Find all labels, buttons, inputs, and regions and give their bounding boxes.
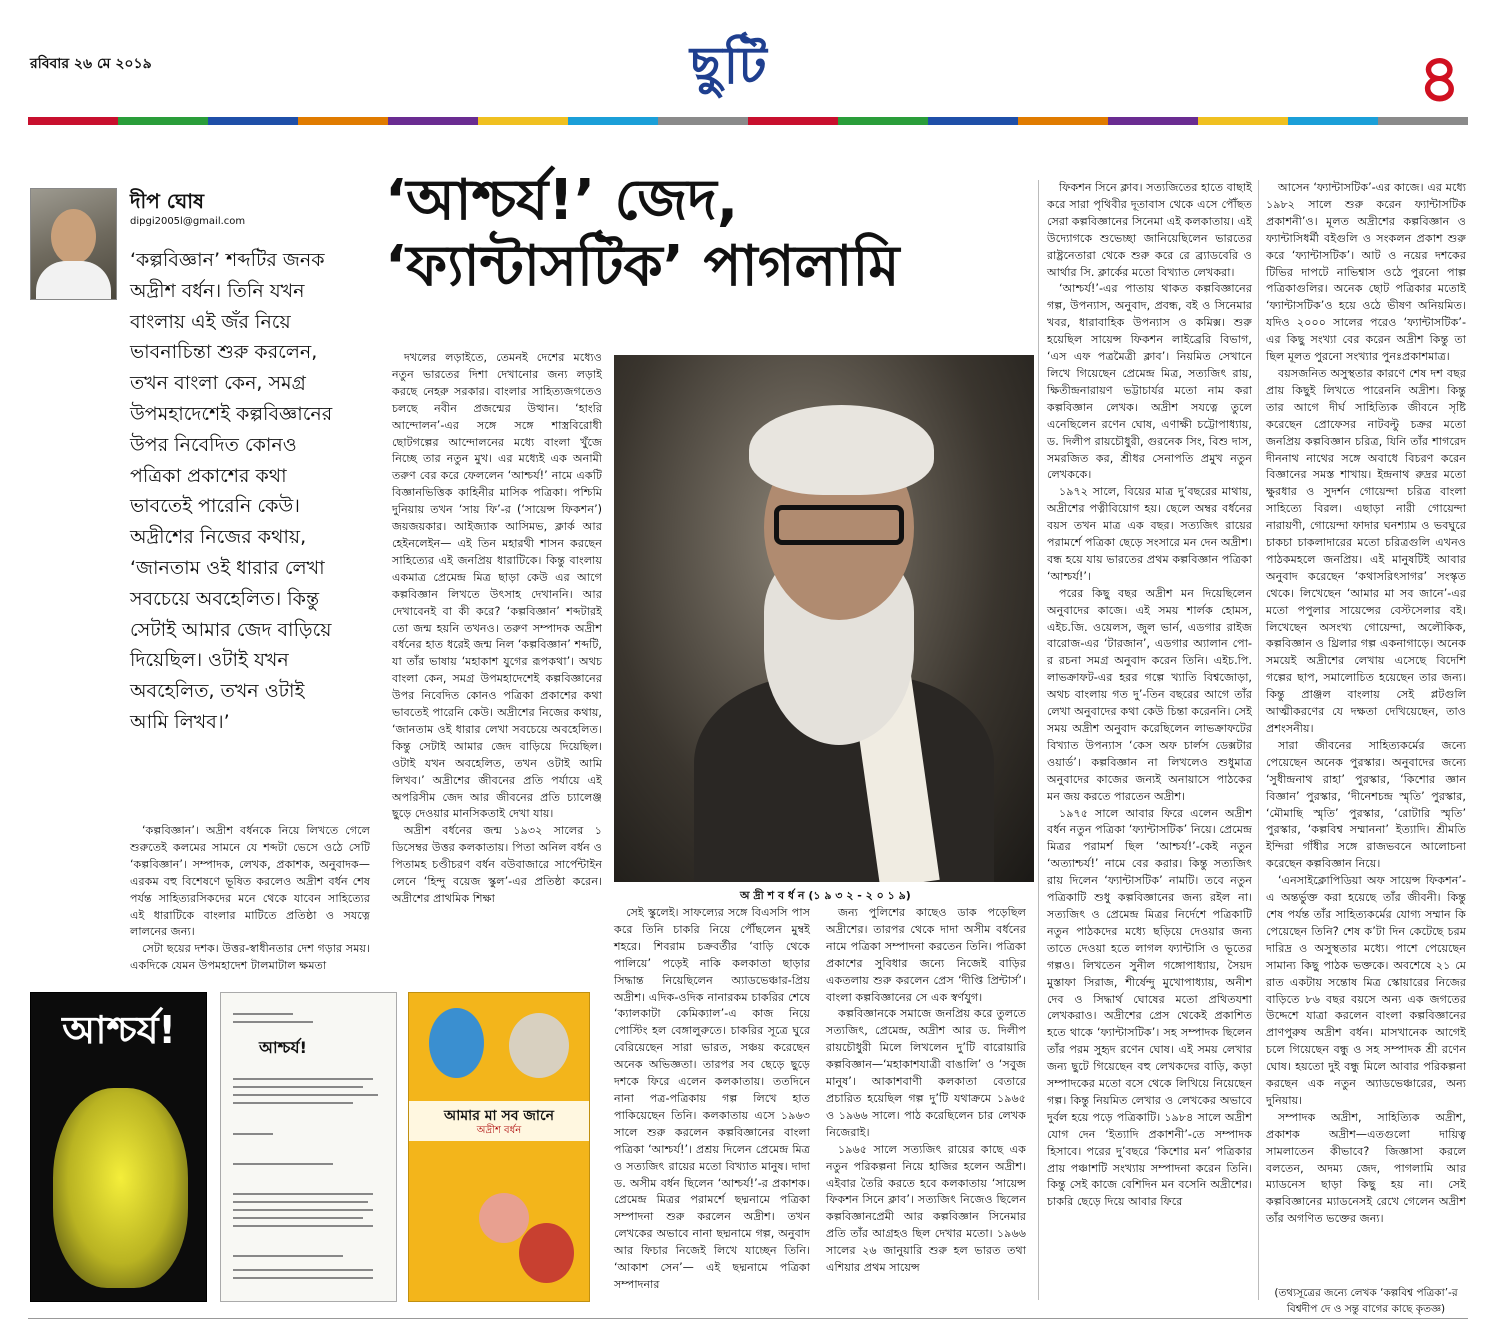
text-line-shape	[233, 1078, 373, 1080]
body-paragraph: আসেন ‘ফ্যান্টাসটিক’-এর কাজে। এর মধ্যে ১৯৮২ সালে শুরু করেন ফ্যান্টাসটিক প্রকাশনী’ও। মূলত অদ্রীশের কল্পবিজ্ঞান ও ফ্যান্টাসিধর্মী বইগুলি ও সংকলন প্রকাশ শুরু করে ‘ফ্যান্টাসটিক’। আট ও নয়ের দশকের টিভির দাপটে নাভিশ্বাস ওঠে পুরনো পাল্প পত্রিকাগুলির। অনেক ছোট পত্রিকার মতোই ‘ফ্যান্টাসটিক’ও হয়ে ওঠে ভীষণ অনিয়মিত। যদিও ২০০০ সালের পরেও ‘ফ্যান্টাসটিক’-এর কিছু সংখ্যা বের করেন অদ্রীশ কিন্তু তা ছিল মূলত পুরনো সংখ্যার পুনঃপ্রকাশমাত্র।	[1266, 181, 1466, 364]
headline-line-2: ‘ফ্যান্টাসটিক’ পাগলামি	[385, 234, 900, 299]
text-line-shape	[233, 1086, 363, 1088]
body-paragraph: অদ্রীশ বর্ধনের জন্ম ১৯৩২ সালের ১ ডিসেম্বর উত্তর কলকাতায়। পিতা অনিল বর্ধন ও পিতামহ চণ্ডীচরণ বর্ধন বউবাজারে সার্পেন্টাইন লেনে ‘হিন্দু বয়েজ স্কুল’-এর প্রতিষ্ঠা করেন। অদ্রীশের প্রাথমিক শিক্ষা	[392, 824, 602, 905]
cover-figure-shape	[429, 1008, 484, 1078]
color-bar-segment	[478, 117, 568, 125]
text-line-shape	[233, 1225, 373, 1227]
body-paragraph: পরের কিছু বছর অদ্রীশ মন দিয়েছিলেন অনুবাদের কাজে। এই সময় শার্লক হোমস, এইচ.জি. ওয়েলস, জুল ভার্ন, এডগার রাইজ বারোজ-এর ‘টারজান’, এডগার অ্যালান পো-র রচনা সমগ্র অনুবাদ করেন তিনি। এইচ.পি. লাভক্রাফট-এর হরর গল্পে খ্যাতি বিশ্বজোড়া, অথচ বাংলায় গত দু’-তিন বছরের আগে তাঁর লেখা অনুবাদের কথা কেউ চিন্তা করেননি। সেই সময় অদ্রীশ অনুবাদ করেছিলেন লাভক্রাফটের বিখ্যাত উপন্যাস ‘কেস অফ চার্লস ডেক্সটার ওয়ার্ড’। কল্পবিজ্ঞান না লিখলেও শুধুমাত্র অনুবাদের কাজের জন্যই অনায়াসে পাঠকের মন জয় করতে পারতেন অদ্রীশ।	[1047, 586, 1252, 803]
cover-title: আশ্চর্য!	[62, 1008, 176, 1052]
cover-author: অদ্রীশ বর্ধন	[476, 1125, 522, 1136]
magazine-contents-page	[220, 992, 397, 1302]
text-line-shape	[233, 1193, 373, 1195]
body-paragraph: ১৯৬৫ সালে সত্যজিৎ রায়ের কাছে এক নতুন পরিকল্পনা নিয়ে হাজির হলেন অদ্রীশ। এইবার তৈরি করতে হবে কলকাতায় ‘সায়েন্স ফিকশন সিনে ক্লাব’। সত্যজিৎ নিজেও ছিলেন কল্পবিজ্ঞানপ্রেমী আর কল্পবিজ্ঞান সিনেমার প্রতি তাঁর আগ্রহও ছিল দেখার মতো। ১৯৬৬ সালের ২৬ জানুয়ারি শুরু হল ভারত তথা এশিয়ার প্রথম সায়েন্স	[826, 1142, 1026, 1275]
text-line-shape	[233, 1201, 368, 1203]
author-email: dipgi2005l@gmail.com	[130, 216, 246, 227]
text-line-shape	[233, 1277, 373, 1279]
intro-paragraph: সেটা ছয়ের দশক। উত্তর-স্বাধীনতার দেশ গড়ার সময়। একদিকে যেমন উপমহাদেশ টালমাটাল ক্ষমতা	[130, 942, 370, 973]
body-paragraph: বয়সজনিত অসুস্থতার কারণে শেষ দশ বছর প্রায় কিছুই লিখতে পারেননি অদ্রীশ। কিন্তু তার আগে দীর্ঘ সাহিত্যিক জীবনে সৃষ্টি করেছেন প্রোফেসর নাটবল্টু চক্রর মতো জনপ্রিয় কল্পবিজ্ঞান চরিত্র, যিনি তাঁর শাগরেদ দীননাথ নাথের সঙ্গে অবাধে বিচরণ করেন বিজ্ঞানের সমস্ত শাখায়। ইন্দ্রনাথ রুদ্রর মতো ক্ষুরধার ও সুদর্শন গোয়েন্দা চরিত্র বাংলা সাহিত্যে বিরল। এছাড়া নারী গোয়েন্দা নারায়ণী, গোয়েন্দা ফাদার ঘনশ্যাম ও ভবঘুরে চাকচা চাকলাদারের মতো চরিত্রগুলি এখনও পাঠকমহলে জনপ্রিয়। এই মানুষটিই আবার অনুবাদ করেছেন ‘কথাসরিৎসাগর’ সংস্কৃত থেকে। লিখেছেন ‘আমার মা সব জানে’-এর মতো পপুলার সায়েন্সের বেস্টসেলার বই। লিখেছেন অসংখ্য গোয়েন্দা, অলৌকিক, কল্পবিজ্ঞান ও থ্রিলার গল্প একনাগাড়ে। অনেক সময়েই অদ্রীশের লেখায় এসেছে বিদেশি গল্পের ছাপ, সমালোচিত হয়েছেন তার জন্য। কিন্তু প্রাঞ্জল বাংলায় সেই প্লটগুলি আত্মীকরণের যে দক্ষতা দেখিয়েছেন, তাও প্রশংসনীয়।	[1266, 366, 1466, 735]
pull-quote	[130, 245, 345, 738]
text-line-shape	[233, 1163, 333, 1165]
body-column-3b	[826, 905, 1026, 1277]
intro-column	[130, 823, 370, 975]
body-paragraph: ১৯৭৫ সালে আবার ফিরে এলেন অদ্রীশ বর্ধন নতুন পত্রিকা ‘ফ্যান্টাসটিক’ নিয়ে। প্রেমেন্দ্র মিত্রর পরামর্শ ছিল ‘আশ্চর্য!’-কেই নতুন ‘অত্যাশ্চর্য!’ নামে বের করার। কিন্তু সত্যজিৎ রায় দিলেন ‘ফ্যান্টাসটিক’ নামটি। তবে নতুন পত্রিকাটি শুধু কল্পবিজ্ঞানের জন্য রইল না। সত্যজিৎ ও প্রেমেন্দ্র মিত্রর নির্দেশে পত্রিকাটি নতুন পাঠকদের মধ্যে ছড়িয়ে দেওয়ার জন্য তাতে দেওয়া হতে লাগল ফ্যান্টাসি ও ভূতের গল্পও। লিখতেন সুনীল গঙ্গোপাধ্যায়, সৈয়দ মুস্তাফা সিরাজ, শীর্ষেন্দু মুখোপাধ্যায়, অনীশ দেব ও সিদ্ধার্থ ঘোষের মতো প্রথিতযশা লেখকরাও। অদ্রীশের প্রেস থেকেই প্রকাশিত হতে থাকে ‘ফ্যান্টাসটিক’। সহ সম্পাদক ছিলেন তাঁর পরম সুহৃদ রণেন ঘোষ। এই সময় লেখার জন্য ছুটে গিয়েছেন বহু লেখকদের বাড়ি, কড়া সম্পাদকের মতো বসে থেকে লিখিয়ে নিয়েছেন গল্প। কিন্তু নিয়মিত লেখার ও লেখকের অভাবে দুর্বল হয়ে পড়ে পত্রিকাটি। ১৯৮৪ সালে অদ্রীশ যোগ দেন ‘ইত্যাদি প্রকাশনী’-তে সম্পাদক হিসাবে। পরের দু’বছরে ‘কিশোর মন’ পত্রিকার প্রায় পঞ্চাশটি সংখ্যায় সম্পাদনা করেন তিনি। কিন্তু সেই কাজে বেশিদিন মন বসেনি অদ্রীশের। চাকরি ছেড়ে দিয়ে আবার ফিরে	[1047, 806, 1252, 1209]
color-bar-segment	[838, 117, 928, 125]
body-column-2	[392, 350, 602, 908]
text-line-shape	[233, 1255, 343, 1257]
portrait-photo	[614, 355, 1034, 882]
author-shirt-shape	[36, 261, 111, 300]
color-bar-segment	[1198, 117, 1288, 125]
photo-caption: অ দ্রী শ ব র্ধ ন (১ ৯ ৩ ২ - ২ ০ ১ ৯)	[740, 889, 911, 902]
photo-hair-shape	[749, 405, 934, 495]
color-bar-segment	[568, 117, 658, 125]
text-line-shape	[233, 1102, 353, 1104]
color-bar-segment	[748, 117, 838, 125]
source-credit: (তথ্যসূত্রের জন্যে লেখক ‘কল্পবিশ্ব পত্রিকা’-র বিশ্বদীপ দে ও সন্তু বাগের কাছে কৃতজ্ঞ)	[1274, 1287, 1458, 1315]
issue-date: রবিবার ২৬ মে ২০১৯	[30, 56, 152, 72]
headline-line-1: ‘আশ্চর্য!’ জেদ,	[385, 168, 739, 233]
column-rule	[1258, 180, 1259, 1300]
color-bar-segment	[28, 117, 118, 125]
column-rule	[1038, 180, 1039, 1300]
page-number: ৪	[1418, 40, 1461, 117]
bottom-rule	[28, 1318, 1468, 1319]
text-line-shape	[233, 1217, 363, 1219]
body-paragraph: দখলের লড়াইতে, তেমনই দেশের মধ্যেও নতুন ভারতের দিশা দেখানোর জন্য লড়াই করছে নেহরু সরকার। বাংলার সাহিত্যজগতেও চলছে নবীন প্রজন্মের উত্থান। ‘হাংরি আন্দোলন’-এর সঙ্গে সঙ্গে শাস্ত্রবিরোধী ছোটগল্পের আন্দোলনের মধ্যে বাংলা খুঁজে নিচ্ছে তার নতুন মুখ। এর মধ্যেই এক অনামী তরুণ বের করে ফেললেন ‘আশ্চর্য!’ নামে একটি বিজ্ঞানভিত্তিক কাহিনীর মাসিক পত্রিকা। পশ্চিমি দুনিয়ায় তখন ‘সায় ফি’-র (‘সায়েন্স ফিকশন’) জয়জয়কার। আইজ্যাক আসিমভ, ক্লার্ক আর হেইনলেইন— এই তিন মহারথী শাসন করছেন সাহিত্যের এই জনপ্রিয় ধারাটিকে। কিন্তু বাংলায় একমাত্র প্রেমেন্দ্র মিত্র ছাড়া কেউ এর আগে কল্পবিজ্ঞান লিখতে উৎসাহ দেখাননি। আর দেখাবেনই বা কী করে? ‘কল্পবিজ্ঞান’ শব্দটারই তো জন্ম হয়নি তখনও। তরুণ সম্পাদক অদ্রীশ বর্ধনের হাত ধরেই জন্ম নিল ‘কল্পবিজ্ঞান’ শব্দটি, যা তাঁর ভাষায় ‘মহাকাশ যুগের রূপকথা’। অথচ বাংলা কেন, সমগ্র উপমহাদেশেই কল্পবিজ্ঞানের উপর নিবেদিত কোনও পত্রিকা প্রকাশের কথা ভাবতেই পারেনি কেউ। অদ্রীশের নিজের কথায়, ‘জানতাম ওই ধারার লেখা সবচেয়ে অবহেলিত। কিন্তু সেটাই আমার জেদ বাড়িয়ে দিয়েছিল। ওটাই যখন অবহেলিত, তখন ওটাই আমি লিখব।’ অদ্রীশের জীবনের প্রতি পর্যায়ে এই অপরিসীম জেদ আর জীবনের প্রতি চ্যালেঞ্জ ছুড়ে দেওয়ার মানসিকতাই দেখা যায়।	[392, 351, 602, 821]
text-line-shape	[233, 1021, 313, 1023]
author-name: দীপ ঘোষ	[130, 189, 205, 213]
author-face-shape	[51, 209, 96, 264]
headline	[385, 168, 985, 300]
text-line-shape	[233, 1269, 373, 1271]
body-paragraph: ১৯৭২ সালে, বিয়ের মাত্র দু’বছরের মাথায়, অদ্রীশের পত্নীবিয়োগ হয়। ছেলে অম্বর বর্ধনের বয়স তখন মাত্র এক বছর। সত্যজিৎ রায়ের পরামর্শে পত্রিকা ছেড়ে সংসারে মন দেন অদ্রীশ। বন্ধ হয়ে যায় ভারতের প্রথম কল্পবিজ্ঞান পত্রিকা ‘আশ্চর্য!’।	[1047, 485, 1252, 583]
cover-monster-face-shape	[53, 1088, 188, 1288]
color-bar-segment	[208, 117, 298, 125]
body-paragraph: কল্পবিজ্ঞানকে সমাজে জনপ্রিয় করে তুলতে সত্যজিৎ, প্রেমেন্দ্র, অদ্রীশ আর ড. দিলীপ রায়চৌধুরী মিলে লিখলেন দু’টি বারোয়ারি কল্পবিজ্ঞান—‘মহাকাশযাত্রী বাঙালি’ ও ‘সবুজ মানুষ’। আকাশবাণী কলকাতা বেতারে প্রচারিত হয়েছিল গল্প দু’টি যথাক্রমে ১৯৬৫ ও ১৯৬৬ সালে। পাঠ করেছিলেন চার লেখক নিজেরাই।	[826, 1007, 1026, 1139]
color-bar-segment	[298, 117, 388, 125]
color-bar-segment	[1108, 117, 1198, 125]
body-paragraph: সেই স্কুলেই। সাফল্যের সঙ্গে বিএসসি পাস করে তিনি চাকরি নিয়ে পৌঁছলেন মুম্বই শহরে। শিবরাম চক্রবর্তীর ‘বাড়ি থেকে পালিয়ে’ পড়েই নাকি কলকাতা ছাড়ার সিদ্ধান্ত নিয়েছিলেন অ্যাডভেঞ্চার-প্রিয় অদ্রীশ। এদিক-ওদিক নানারকম চাকরির শেষে ‘ক্যালকাটা কেমিক্যাল’-এ কাজ নিয়ে পোস্টিং হল বেঙ্গালুরুতে। চাকরির সূত্রে ঘুরে বেরিয়েছেন সারা ভারত, সঞ্চয় করেছেন অনেক অভিজ্ঞতা। তারপর সব ছেড়ে ছুড়ে দশকে ফিরে এলেন কলকাতায়। ততদিনে নানা পত্র-পত্রিকায় গল্প লিখে হাত পাকিয়েছেন তিনি। কলকাতায় এসে ১৯৬৩ সালে শুরু করলেন কল্পবিজ্ঞানের বাংলা পত্রিকা ‘আশ্চর্য!’। প্রশ্রয় দিলেন প্রেমেন্দ্র মিত্র ও সত্যজিৎ রায়ের মতো বিখ্যাত মানুষ। দাদা ড. অসীম বর্ধন ছিলেন ‘আশ্চর্য!’-র প্রকাশক। প্রেমেন্দ্র মিত্রর পরামর্শে ছদ্মনামে পত্রিকা সম্পাদনা শুরু করলেন অদ্রীশ। তখন লেখকের অভাবে নানা ছদ্মনামে গল্প, অনুবাদ আর ফিচার নিজেই লিখে যাচ্ছেন তিনি। ‘আকাশ সেন’— এই ছদ্মনামে পত্রিকা সম্পাদনার	[614, 906, 810, 1291]
text-line-shape	[233, 1209, 373, 1211]
body-column-5	[1266, 180, 1466, 1228]
body-paragraph: জন্য পুলিশের কাছেও ডাক পড়েছিল অদ্রীশের। তারপর থেকে দাদা অসীম বর্ধনের নামে পত্রিকা সম্পাদনা করতেন তিনি। পত্রিকা প্রকাশের সুবিধার জন্যে নিজেই বাড়ির একতলায় শুরু করলেন প্রেস ‘দীপ্তি প্রিন্টার্স’। বাংলা কল্পবিজ্ঞানের সে এক স্বর্ণযুগ।	[826, 906, 1026, 1004]
color-bar-segment	[1378, 117, 1468, 125]
book-cover-amar-ma-sob-jane	[408, 992, 590, 1302]
intro-paragraph: ‘কল্পবিজ্ঞান’। অদ্রীশ বর্ধনকে নিয়ে লিখতে গেলে শুরুতেই কলমের সামনে যে শব্দটা ভেসে ওঠে সেটি ‘কল্পবিজ্ঞান’। সম্পাদক, লেখক, প্রকাশক, অনুবাদক— এরকম বহু বিশেষণে ভূষিত করলেও অদ্রীশ বর্ধন শেষ পর্যন্ত সাহিত্যরসিকদের মনে থেকে যাবেন সাহিত্যের এই ধারাটিকে বাংলার মাটিতে প্রতিষ্ঠা ও সযত্নে লালনের জন্য।	[130, 824, 370, 939]
color-bar-segment	[928, 117, 1018, 125]
color-bar-segment	[118, 117, 208, 125]
body-paragraph: সারা জীবনের সাহিত্যকর্মের জন্যে পেয়েছেন অনেক পুরস্কার। অনুবাদের জন্যে ‘সুধীন্দ্রনাথ রাহা’ পুরস্কার, ‘কিশোর জ্ঞান বিজ্ঞান’ পুরস্কার, ‘দীনেশচন্দ্র স্মৃতি’ পুরস্কার, ‘মৌমাছি স্মৃতি’ পুরস্কার, ‘রোটারি স্মৃতি’ পুরস্কার, ‘কল্পবিশ্ব সম্মাননা’ ইত্যাদি। শ্রীমতি ইন্দিরা গাঁধীর সঙ্গে রাজভবনে আলোচনা করেছেন কল্পবিজ্ঞান নিয়ে।	[1266, 738, 1466, 871]
text-line-shape	[233, 1133, 273, 1135]
magazine-cover-ashcharya	[30, 992, 207, 1302]
body-paragraph: ‘এনসাইক্লোপিডিয়া অফ সায়েন্স ফিকশন’-এ অন্তর্ভুক্ত করা হয়েছে তাঁর জীবনী। কিন্তু শেষ পর্যন্ত তাঁর সাহিত্যকর্মের যোগ্য সম্মান কি পেয়েছেন তিনি? শেষ ক’টা দিন কেটেছে চরম দারিদ্র ও অসুস্থতার মধ্যে। পাশে পেয়েছেন সামান্য কিছু পাঠক ভক্তকে। অবশেষে ২১ মে রাত একটায় সন্তোষ মিত্র স্কোয়ারের নিজের বাড়িতে ৮৬ বছর বয়সে অন্য এক জগতের উদ্দেশে যাত্রা করলেন বাংলা কল্পবিজ্ঞানের প্রাণপুরুষ অদ্রীশ বর্ধন। মাসখানেক আগেই চলে গিয়েছেন বন্ধু ও সহ সম্পাদক শ্রী রণেন ঘোষ। হয়তো দুই বন্ধু মিলে আবার পরিকল্পনা করছেন এক নতুন অ্যাডভেঞ্চারের, অন্য দুনিয়ায়।	[1266, 874, 1466, 1107]
color-bar-segment	[388, 117, 478, 125]
color-bar-segment	[1288, 117, 1378, 125]
body-paragraph: ফিকশন সিনে ক্লাব। সত্যজিতের হাতে বাছাই করে সারা পৃথিবীর দূতাবাস থেকে এসে পৌঁছত সেরা কল্পবিজ্ঞানের সিনেমা এই কলকাতায়। এই উদ্যোগকে শুভেচ্ছা জানিয়েছিলেন ভারতের রাষ্ট্রনেতারা থেকে শুরু করে রে ব্র্যাডবেরি ও আর্থার সি. ক্লার্কের মতো বিখ্যাত লেখকরা।	[1047, 181, 1252, 279]
author-photo	[30, 188, 117, 300]
color-bar-segment	[1018, 117, 1108, 125]
pull-quote-text: ‘কল্পবিজ্ঞান’ শব্দটির জনক অদ্রীশ বর্ধন। তিনি যখন বাংলায় এই জঁর নিয়ে ভাবনাচিন্তা শুরু করলেন, তখন বাংলা কেন, সমগ্র উপমহাদেশেই কল্পবিজ্ঞানের উপর নিবেদিত কোনও পত্রিকা প্রকাশের কথা ভাবতেই পারেনি কেউ। অদ্রীশের নিজের কথায়, ‘জানতাম ওই ধারার লেখা সবচেয়ে অবহেলিত। কিন্তু সেটাই আমার জেদ বাড়িয়ে দিয়েছিল। ওটাই যখন অবহেলিত, তখন ওটাই আমি লিখব।’	[130, 249, 333, 733]
photo-glasses-shape	[774, 505, 904, 545]
body-column-3a	[614, 905, 810, 1294]
body-paragraph: ‘আশ্চর্য!’-এর পাতায় থাকত কল্পবিজ্ঞানের গল্প, উপন্যাস, অনুবাদ, প্রবন্ধ, বই ও সিনেমার খবর, ধারাবাহিক উপন্যাস ও কমিক্স। শুরু হয়েছিল সায়েন্স ফিকশন লাইব্রেরি বিভাগ, ‘এস এফ পত্রমৈত্রী ক্লাব’। নিয়মিত সেখানে লিখে গিয়েছেন প্রেমেন্দ্র মিত্র, সত্যজিৎ রায়, ক্ষিতীন্দ্রনারায়ণ ভট্টাচার্যর মতো নাম করা কল্পবিজ্ঞান লেখক। অদ্রীশ সযত্নে তুলে এনেছিলেন রণেন ঘোষ, এণাক্ষী চট্টোপাধ্যায়, ড. দিলীপ রায়চৌধুরী, গুরনেক সিং, বিশু দাস, সমরজিত কর, শ্রীধর সেনাপতি প্রমুখ নতুন লেখককে।	[1047, 282, 1252, 482]
section-masthead: ছুটি	[690, 35, 769, 96]
masthead-color-bar	[28, 117, 1468, 125]
cover-figure-shape	[519, 1223, 574, 1283]
body-paragraph: সম্পাদক অদ্রীশ, সাহিত্যিক অদ্রীশ, প্রকাশক অদ্রীশ—এতগুলো দায়িত্ব সামলাতেন কীভাবে? জিজ্ঞাসা করলে বলতেন, অদম্য জেদ, পাগলামি আর ম্যাডনেস ছাড়া কিছু হয় না। সেই কল্পবিজ্ঞানের ম্যাডনেসই রেখে গেলেন অদ্রীশ তাঁর অগণিত ভক্তের জন্য।	[1266, 1110, 1466, 1226]
text-line-shape	[233, 1094, 378, 1096]
cover-figure-shape	[479, 1193, 529, 1243]
body-column-4	[1047, 180, 1252, 1211]
text-line-shape	[233, 1013, 293, 1015]
contents-title: আশ্চর্য!	[259, 1038, 307, 1057]
cover-title: আমার মা সব জানে	[444, 1108, 554, 1124]
color-bar-segment	[658, 117, 748, 125]
cover-figure-shape	[509, 1013, 569, 1078]
